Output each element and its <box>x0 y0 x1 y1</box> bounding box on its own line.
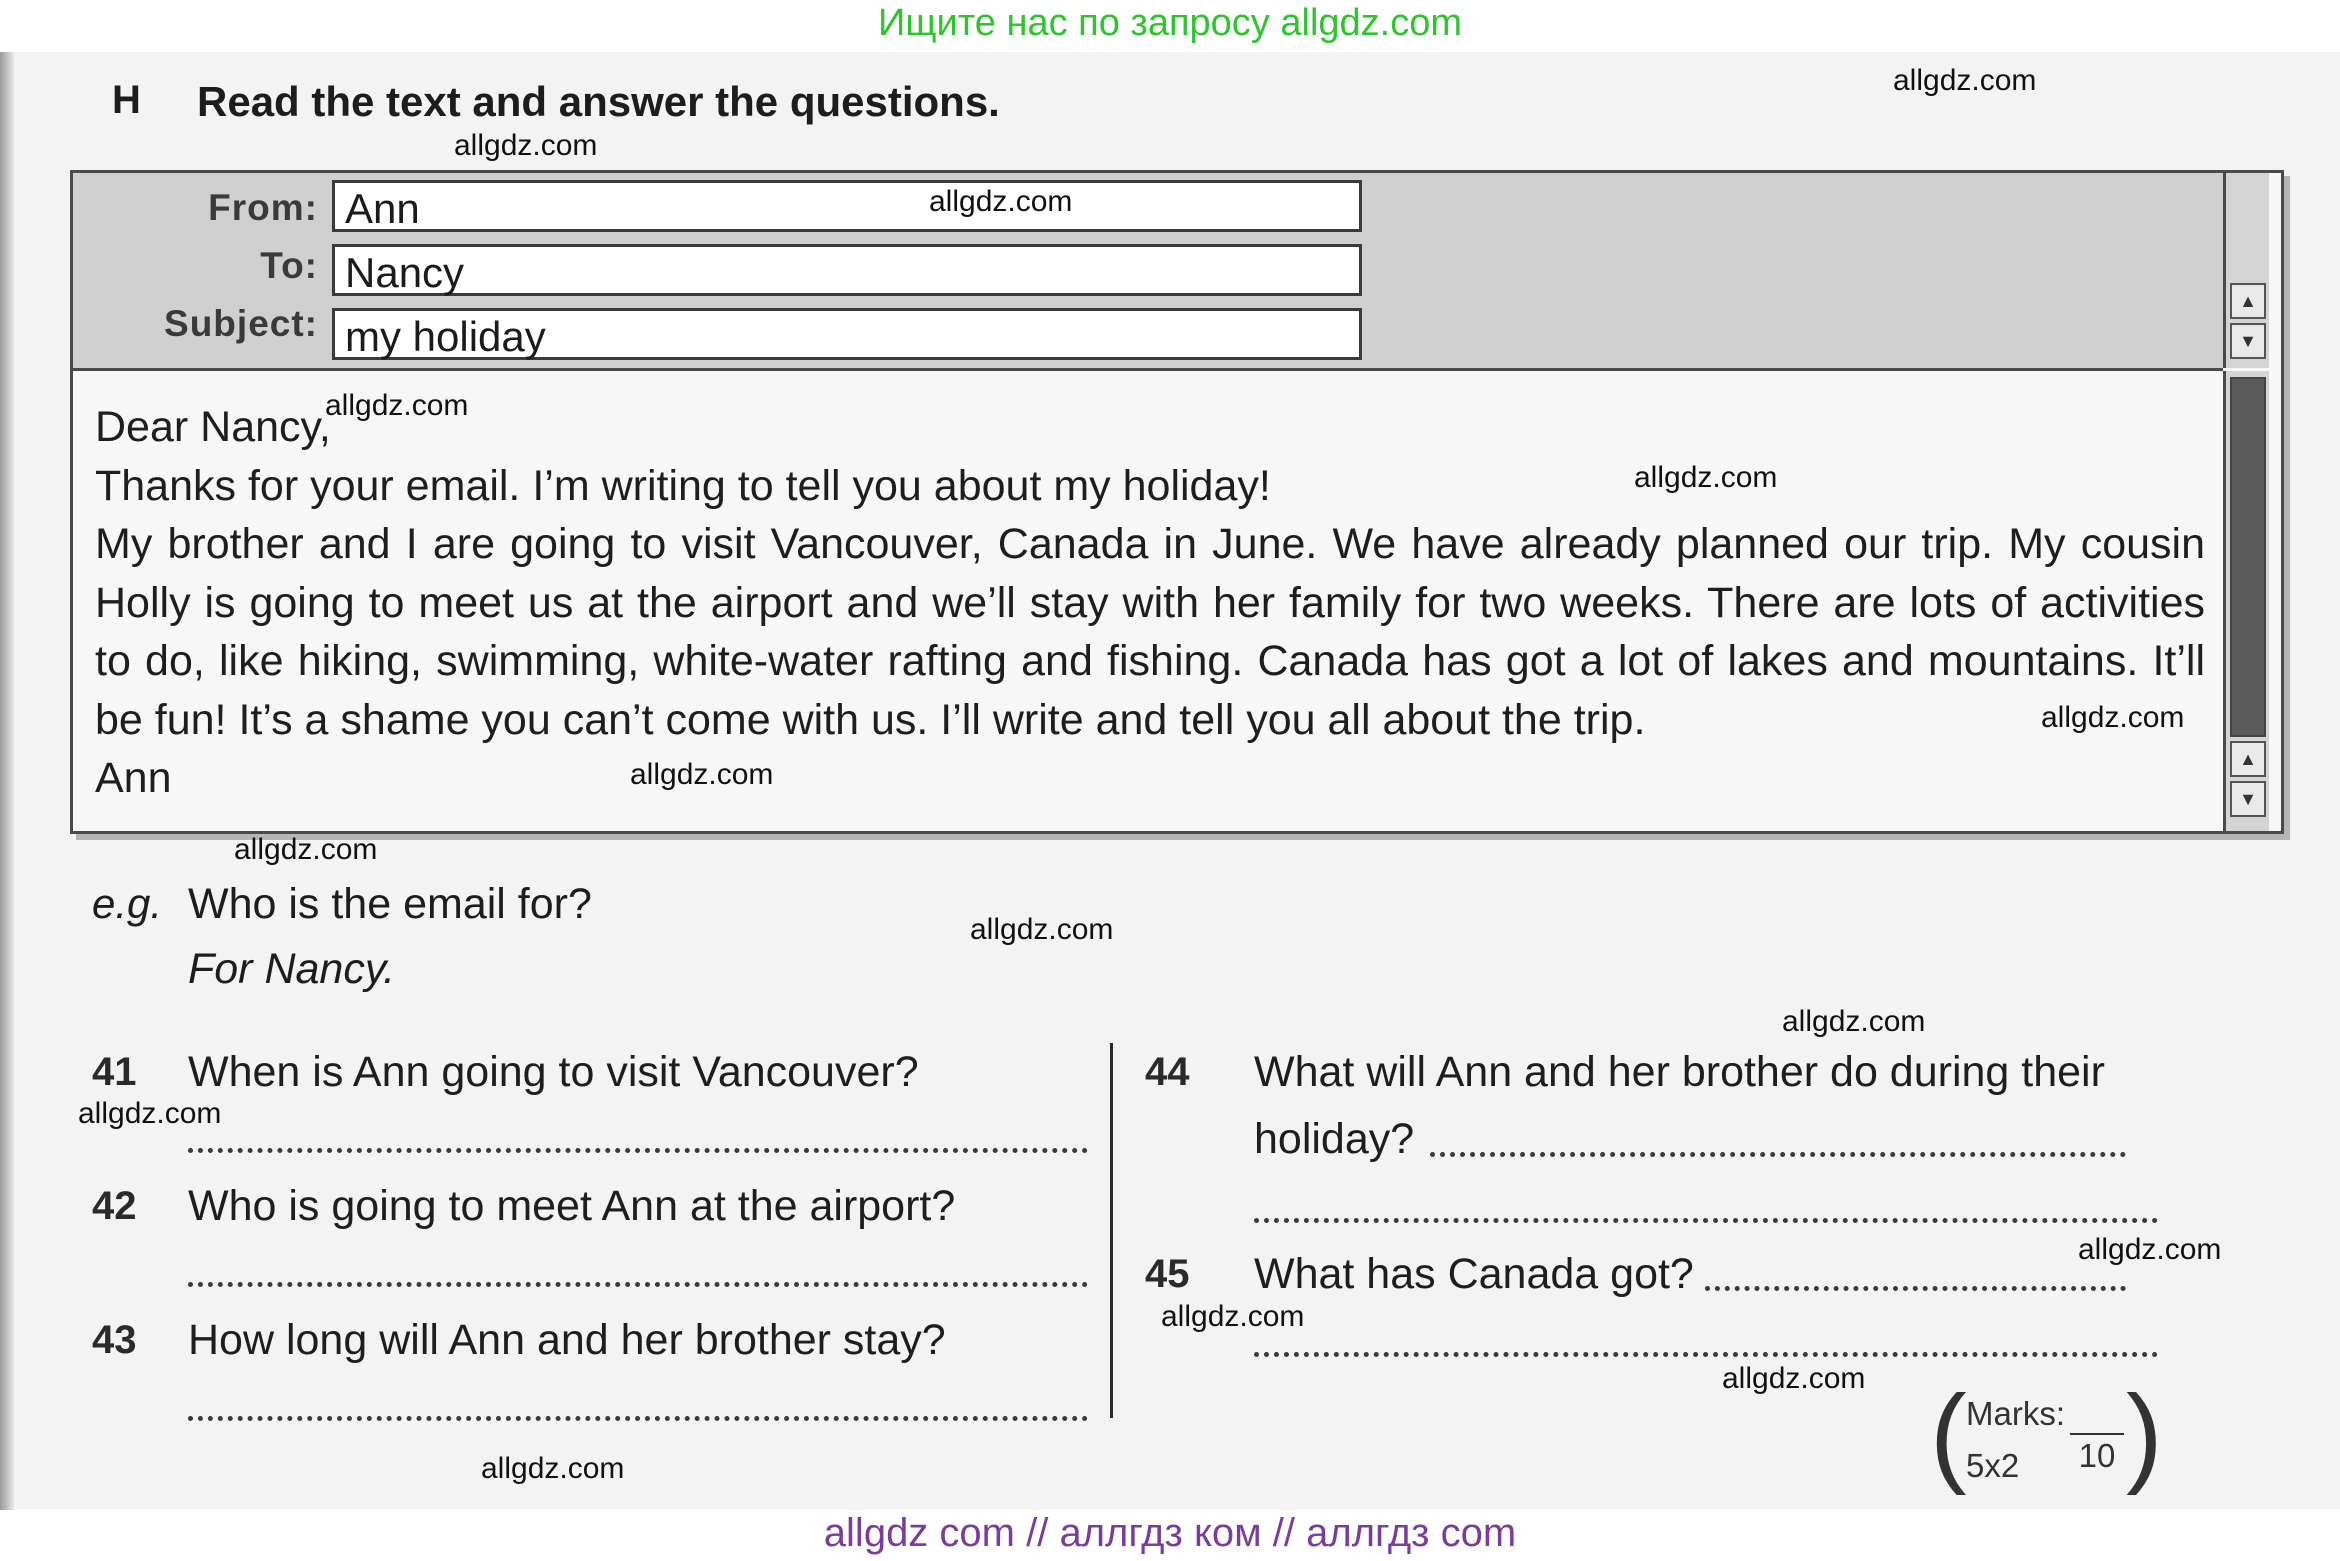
question-number: 43 <box>92 1318 137 1362</box>
section-letter: H <box>112 78 141 122</box>
watermark: allgdz.com <box>1634 461 1778 494</box>
subject-field[interactable]: my holiday <box>332 308 1362 360</box>
left-parenthesis: ( <box>1930 1373 1967 1496</box>
question-text: How long will Ann and her brother stay? <box>188 1316 946 1364</box>
body-scrollbar[interactable] <box>2223 371 2269 831</box>
question-text: What will Ann and her brother do during their <box>1254 1048 2105 1096</box>
example-question: Who is the email for? <box>188 880 592 928</box>
email-body <box>95 398 2205 808</box>
email-paragraph: My brother and I are going to visit Vancouver, Canada in June. We have already planned our trip. My cousin Holly is going to meet us at the airport and we’ll stay with her family for two weeks. There are lots of activities to do, like hiking, swimming, white-water rafting and fishing. Canada has got a lot of lakes and mountains. It’ll be fun! It’s a shame you can’t come with us. I’ll write and tell you all about the trip. <box>95 520 2205 744</box>
email-signature: Ann <box>95 754 172 802</box>
question-text: What has Canada got? <box>1254 1250 1694 1298</box>
from-field[interactable]: Ann <box>332 180 1362 232</box>
scroll-up-icon[interactable]: ▲ <box>2230 283 2266 319</box>
scroll-thumb[interactable] <box>2230 377 2266 737</box>
scroll-up-icon[interactable]: ▲ <box>2230 741 2266 777</box>
scroll-down-icon[interactable]: ▼ <box>2230 323 2266 359</box>
answer-line[interactable] <box>1705 1286 2126 1291</box>
watermark: allgdz.com <box>1161 1300 1305 1333</box>
answer-line[interactable] <box>1254 1218 2158 1223</box>
watermark: allgdz.com <box>1893 64 2037 97</box>
bottom-banner: allgdz com // аллгдз ком // аллгдз com <box>823 1511 1517 1555</box>
email-line: Thanks for your email. I’m writing to tell you about my holiday! <box>95 461 1271 510</box>
watermark: allgdz.com <box>78 1097 222 1130</box>
column-divider <box>1110 1043 1113 1418</box>
question-number: 45 <box>1145 1252 1190 1296</box>
scroll-down-icon[interactable]: ▼ <box>2230 781 2266 817</box>
section-title: Read the text and answer the questions. <box>197 78 1000 125</box>
watermark: allgdz.com <box>2078 1233 2222 1266</box>
question-number: 44 <box>1145 1050 1190 1094</box>
right-parenthesis: ) <box>2126 1373 2163 1496</box>
watermark: allgdz.com <box>2041 701 2185 734</box>
marks-box <box>1930 1373 2163 1496</box>
email-window <box>70 170 2284 834</box>
watermark: allgdz.com <box>481 1452 625 1485</box>
marks-label: Marks: <box>1966 1395 2065 1432</box>
question-number: 41 <box>92 1050 137 1094</box>
header-scrollbar[interactable] <box>2223 173 2269 368</box>
email-greeting: Dear Nancy, <box>95 403 331 451</box>
watermark: allgdz.com <box>1782 1005 1926 1038</box>
to-label: To: <box>260 245 318 286</box>
question-text: Who is going to meet Ann at the airport? <box>188 1182 956 1230</box>
watermark: allgdz.com <box>630 758 774 791</box>
subject-label: Subject: <box>164 303 318 344</box>
marks-total: 10 <box>2070 1433 2124 1475</box>
question-text-continued: holiday? <box>1254 1115 1415 1163</box>
watermark: allgdz.com <box>970 913 1114 946</box>
answer-line[interactable] <box>188 1416 1088 1421</box>
example-label: e.g. <box>92 880 163 927</box>
question-text: When is Ann going to visit Vancouver? <box>188 1048 919 1096</box>
watermark: allgdz.com <box>234 833 378 866</box>
watermark: allgdz.com <box>325 389 469 422</box>
to-field[interactable]: Nancy <box>332 244 1362 296</box>
answer-line[interactable] <box>1430 1152 2126 1157</box>
marks-formula: 5x2 <box>1966 1447 2020 1484</box>
page-edge-shadow <box>0 52 14 1510</box>
watermark: allgdz.com <box>929 185 1073 218</box>
answer-line[interactable] <box>188 1148 1088 1153</box>
answer-line[interactable] <box>1254 1352 2158 1357</box>
top-banner: Ищите нас по запросу allgdz.com <box>877 2 1462 44</box>
watermark: allgdz.com <box>1722 1362 1866 1395</box>
example-answer: For Nancy. <box>188 945 396 993</box>
question-number: 42 <box>92 1184 137 1228</box>
email-header <box>73 173 2223 371</box>
from-label: From: <box>208 187 318 228</box>
watermark: allgdz.com <box>454 129 598 162</box>
answer-line[interactable] <box>188 1282 1088 1287</box>
